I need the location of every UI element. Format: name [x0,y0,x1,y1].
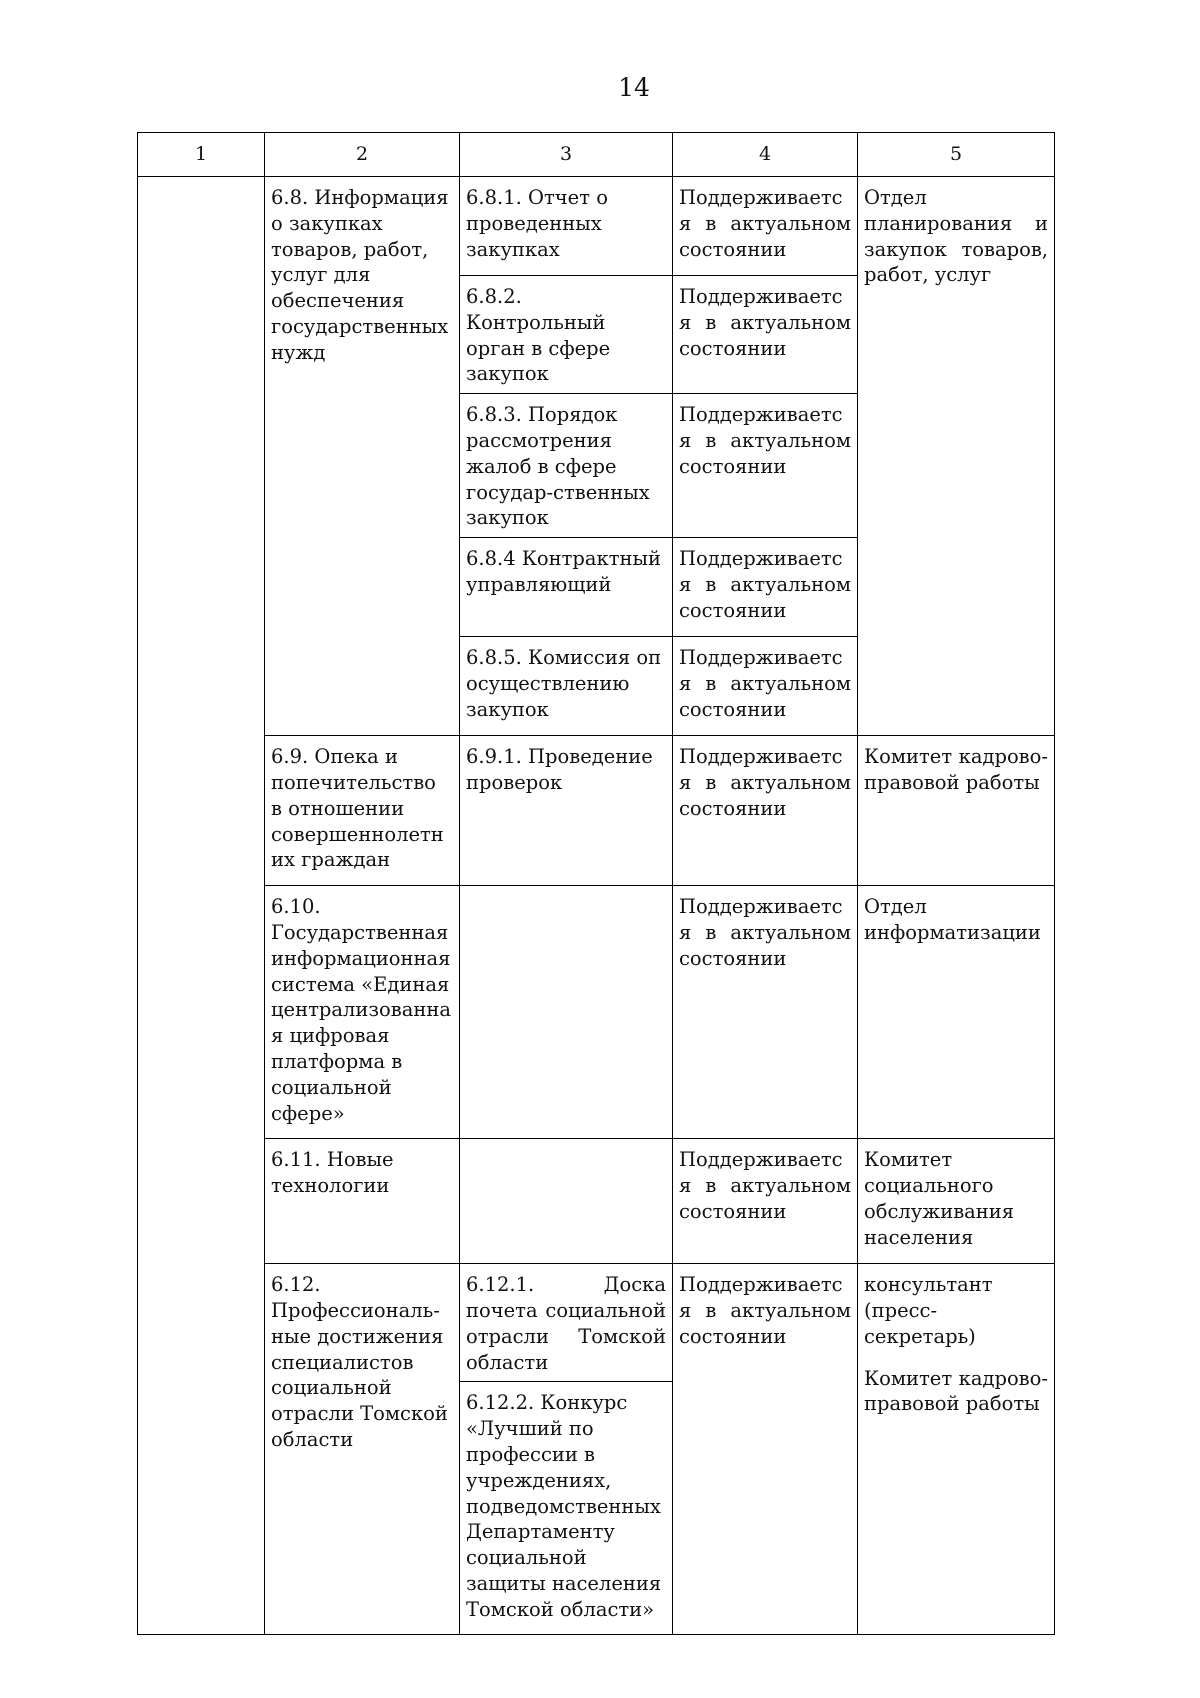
status-cell: Поддерживается в актуальном состоянии [673,736,858,886]
section-title: 6.8. Информация о закупках товаров, работ, услуг для обеспечения государственных нужд [265,177,460,736]
status-cell: Поддерживается в актуальном состоянии [673,276,858,394]
responsible-cell: Отдел информатизации [858,886,1055,1139]
column-number-3: 3 [460,133,673,177]
section-title: 6.9. Опека и попечительство в отношении совершеннолетних граждан [265,736,460,886]
item-cell-empty [460,886,673,1139]
table-row [138,1139,1055,1264]
column-number-1: 1 [138,133,265,177]
status-cell: Поддерживается в актуальном состоянии [673,394,858,538]
item-cell: 6.8.4 Контрактный управляющий [460,538,673,637]
status-cell: Поддерживается в актуальном состоянии [673,1139,858,1264]
column-number-4: 4 [673,133,858,177]
column-number-5: 5 [858,133,1055,177]
responsible-line: Комитет кадрово-правовой работы [864,1366,1048,1416]
table-row [138,177,1055,276]
status-cell: Поддерживается в актуальном состоянии [673,1264,858,1635]
status-cell: Поддерживается в актуальном состоянии [673,637,858,736]
document-table [137,132,1055,1635]
status-cell: Поддерживается в актуальном состоянии [673,886,858,1139]
section-title: 6.11. Новые технологии [265,1139,460,1264]
status-cell: Поддерживается в актуальном состоянии [673,177,858,276]
responsible-cell: Отдел планирования и закупок товаров, работ, услуг [858,177,1055,736]
responsible-line: консультант (пресс-секретарь) [864,1273,993,1348]
table-row [138,1264,1055,1382]
item-cell: 6.8.1. Отчет о проведенных закупках [460,177,673,276]
status-cell: Поддерживается в актуальном состоянии [673,538,858,637]
table-row [138,736,1055,886]
responsible-cell: Комитет кадрово-правовой работы [858,736,1055,886]
column-number-row [138,133,1055,177]
section-title: 6.10. Государственная информационная система «Единая централизованная цифровая платформа в социальной сфере» [265,886,460,1139]
item-cell: 6.8.2. Контрольный орган в сфере закупок [460,276,673,394]
page-number: 14 [618,73,650,102]
responsible-cell: Комитет социального обслуживания населения [858,1139,1055,1264]
item-cell: 6.8.3. Порядок рассмотрения жалоб в сфере государ-ственных закупок [460,394,673,538]
column-1-cell [138,177,265,1635]
column-number-2: 2 [265,133,460,177]
section-title: 6.12. Профессиональ-ные достижения специалистов социальной отрасли Томской области [265,1264,460,1635]
item-cell: 6.12.2. Конкурс «Лучший по профессии в учреждениях, подведомственных Департаменту социальной защиты населения Томской области» [460,1382,673,1635]
item-cell: 6.12.1. Доска почета социальной отрасли Томской области [460,1264,673,1382]
table-row [138,886,1055,1139]
item-cell: 6.8.5. Комиссия оп осуществлению закупок [460,637,673,736]
item-cell-empty [460,1139,673,1264]
item-cell: 6.9.1. Проведение проверок [460,736,673,886]
responsible-cell [858,1264,1055,1635]
